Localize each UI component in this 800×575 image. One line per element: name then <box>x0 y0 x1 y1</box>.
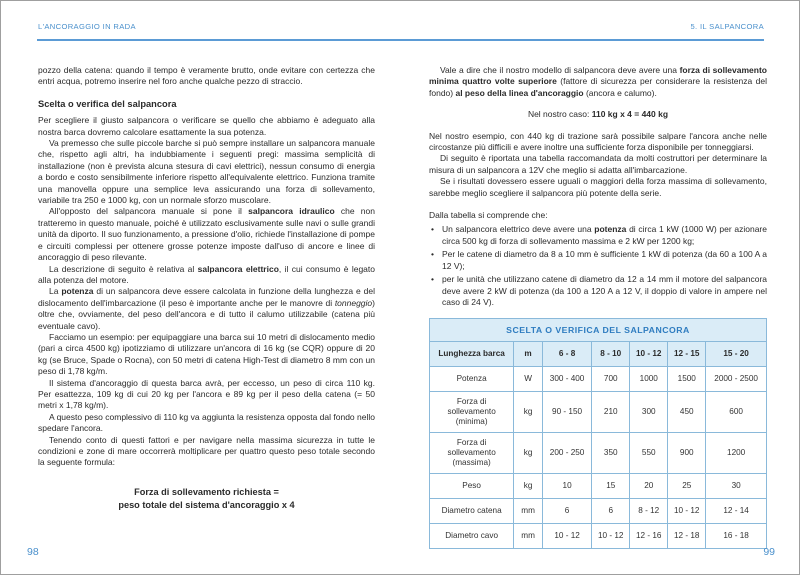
header-rule <box>37 39 764 41</box>
table-cell: 210 <box>592 392 630 433</box>
table-cell: Peso <box>430 474 514 499</box>
windlass-selection-table <box>429 318 767 549</box>
table-cell: 6 <box>542 499 591 524</box>
table-cell: 700 <box>592 367 630 392</box>
table-cell: 600 <box>706 392 767 433</box>
table-cell: 12 - 16 <box>630 524 668 549</box>
table-cell: 300 <box>630 392 668 433</box>
conclusions-bullet-list <box>429 224 767 308</box>
paragraph: Per scegliere il giusto salpancora o verificare se quello che abbiamo è adeguato alla nostra barca dovremo calcolare esattamente la sua potenza. <box>38 115 375 137</box>
running-header-left: L'ANCORAGGIO IN RADA <box>38 22 136 31</box>
page-number-left: 98 <box>27 546 39 558</box>
table-cell: Diametro cavo <box>430 524 514 549</box>
table-cell: 25 <box>668 474 706 499</box>
paragraph: Va premesso che sulle piccole barche si può sempre installare un salpancora manuale che, rispetto agli altri, ha indubbiamente i seguenti pregi: massima semplicità di installazione (non è prevista alcuna stesura di cavi elettrici), nessun consumo di energia a bordo e costo sensibilmente inferiore rispetto all'equivalente elettrico. Funziona tramite una manovella oppure una semplice leva assicurando una forza di sollevamento, variabile tra 250 e 1000 kg, con un normale sforzo muscolare. <box>38 138 375 206</box>
running-header-right: 5. IL SALPANCORA <box>690 22 764 31</box>
table-cell: 1200 <box>706 433 767 474</box>
table-cell: 10 <box>542 474 591 499</box>
table-cell: 15 <box>592 474 630 499</box>
table-cell: 12 - 14 <box>706 499 767 524</box>
left-page-column <box>38 65 375 512</box>
paragraph: Il sistema d'ancoraggio di questa barca avrà, per eccesso, un peso di circa 110 kg. Per esattezza, 109 kg di cui 20 kg per l'ancora e 89 kg per il peso della catena (= 50 metri x 1,78 kg/m). <box>38 377 375 411</box>
paragraph: La potenza di un salpancora deve essere calcolata in funzione della lunghezza e del dislocamento dell'imbarcazione (il peso è importante anche per le manovre di tonneggio) oltre che, ovviamente, del peso dell'ancora e di tutto il calumo utilizzabile (catena più eventuale cavo). <box>38 286 375 331</box>
paragraph: Facciamo un esempio: per equipaggiare una barca sui 10 metri di dislocamento medio (pari a circa 4500 kg) ipotizziamo di utilizzare un'ancora di 16 kg (se CQR) oppure di 20 kg (se Bruce, Spade o Rocna), con 50 metri di catena High-Test di diametro 8 mm con un peso di 1,78 kg/m. <box>38 331 375 377</box>
table-cell: Potenza <box>430 367 514 392</box>
right-paragraphs-after <box>429 131 767 222</box>
table-cell: 20 <box>630 474 668 499</box>
section-heading: Scelta o verifica del salpancora <box>38 98 177 109</box>
table-cell: 10 - 12 <box>592 524 630 549</box>
table-cell: 450 <box>668 392 706 433</box>
bullet-item <box>429 274 767 308</box>
paragraph: Dalla tabella si comprende che: <box>429 210 548 221</box>
table-cell: 1500 <box>668 367 706 392</box>
paragraph: Di seguito è riportata una tabella raccomandata da molti costruttori per determinare la misura di un salpancora a 12V che meglio si adatta all'imbarcazione. <box>429 153 767 175</box>
table-cell: 12 - 18 <box>668 524 706 549</box>
right-page-column <box>429 65 767 549</box>
table-row <box>430 474 767 499</box>
table-header-cell: 6 - 8 <box>542 342 591 367</box>
paragraph: Nel nostro esempio, con 440 kg di trazione sarà possibile salpare l'ancora anche nelle circostanze più difficili e avere inoltre una sufficiente forza disponibile per tonneggiarsi. <box>429 130 767 153</box>
paragraph: Vale a dire che il nostro modello di salpancora deve avere una forza di sollevamento minima quattro volte superiore (fattore di sicurezza per considerare la resistenza del fondo) al peso della linea d'ancoraggio (ancora e calumo). <box>429 65 767 98</box>
table-cell: 90 - 150 <box>542 392 591 433</box>
table-cell: Forza di sollevamento (minima) <box>430 392 514 433</box>
table-cell: 8 - 12 <box>630 499 668 524</box>
bullet-icon: • <box>431 249 434 260</box>
table-cell: kg <box>514 474 543 499</box>
table-header-cell: m <box>514 342 543 367</box>
table-cell: 300 - 400 <box>542 367 591 392</box>
bullet-item <box>429 249 767 272</box>
table-cell: 350 <box>592 433 630 474</box>
bullet-text: per le unità che utilizzano catene di diametro da 12 a 14 mm il motore del salpancora deve avere 2 kW di potenza (da 100 a 120 A a 12 V, il doppio di valore in ampere nel caso di 24 V). <box>442 274 767 307</box>
table-header-cell: 12 - 15 <box>668 342 706 367</box>
table-row <box>430 433 767 474</box>
table-cell: kg <box>514 433 543 474</box>
table-cell: 10 - 12 <box>668 499 706 524</box>
table-cell: 550 <box>630 433 668 474</box>
paragraph: All'opposto del salpancora manuale si pone il salpancora idraulico che non tratteremo in questo manuale, poiché è utilizzato esclusivamente sulle navi o sulle grandi unità da diporto. Il suo funzionamento, a pressione d'olio, richiede l'installazione di pompe e circuiti complessi per ottenere grosse potenze imposte dall'uso di ancore e linee di ancoraggio di peso rilevante. <box>38 206 375 263</box>
paragraph: La descrizione di seguito è relativa al salpancora elettrico, il cui consumo è legato alla potenza del motore. <box>38 263 375 285</box>
table-cell: 6 <box>592 499 630 524</box>
paragraph: Tenendo conto di questi fattori e per navigare nella massima sicurezza in tutte le condizioni e zone di mare occorrerà moltiplicare per quattro questo peso totale secondo la seguente formula: <box>38 434 375 468</box>
table-header-cell: 8 - 10 <box>592 342 630 367</box>
page-number-right: 99 <box>763 546 775 558</box>
formula-block <box>38 486 375 512</box>
bullet-icon: • <box>431 274 434 285</box>
table-cell: 10 - 12 <box>542 524 591 549</box>
table-row <box>430 392 767 433</box>
bullet-text: Per le catene di diametro da 8 a 10 mm è sufficiente 1 kW di potenza (da 60 a 100 A a 12 V); <box>442 249 767 271</box>
right-paragraphs-before <box>429 65 767 99</box>
table-header-cell: Lunghezza barca <box>430 342 514 367</box>
table-cell: 200 - 250 <box>542 433 591 474</box>
table-cell: kg <box>514 392 543 433</box>
bullet-icon: • <box>431 224 434 235</box>
table-cell: mm <box>514 524 543 549</box>
table-cell: 16 - 18 <box>706 524 767 549</box>
bullet-item <box>429 224 767 247</box>
table-cell: 2000 - 2500 <box>706 367 767 392</box>
left-body-paragraphs <box>38 115 375 469</box>
paragraph: Se i risultati dovessero essere uguali o maggiori della forza massima di sollevamento, sarebbe meglio scegliere il salpancora più potente della serie. <box>429 176 767 198</box>
table-cell: W <box>514 367 543 392</box>
table-cell: 1000 <box>630 367 668 392</box>
table-cell: Forza di sollevamento (massima) <box>430 433 514 474</box>
table-header-cell: 15 - 20 <box>706 342 767 367</box>
formula-line-2: peso totale del sistema d'ancoraggio x 4 <box>118 499 295 510</box>
intro-paragraph: pozzo della catena: quando il tempo è veramente brutto, onde evitare con certezza che entri acqua, potremo inserire nel foro anche qualche pezzo di straccio. <box>38 65 375 87</box>
table-cell: Diametro catena <box>430 499 514 524</box>
table-row <box>430 367 767 392</box>
formula-line-1: Forza di sollevamento richiesta = <box>134 486 279 497</box>
table-cell: 900 <box>668 433 706 474</box>
case-example-line: Nel nostro caso: 110 kg x 4 = 440 kg <box>527 109 669 120</box>
bullet-text: Un salpancora elettrico deve avere una potenza di circa 1 kW (1000 W) per azionare circa 500 kg di forza di sollevamento massima e 2 kW per 1200 kg; <box>442 224 767 246</box>
table-header-row <box>430 342 767 367</box>
table-cell: mm <box>514 499 543 524</box>
table-header-cell: 10 - 12 <box>630 342 668 367</box>
table-row <box>430 524 767 549</box>
table-title: SCELTA O VERIFICA DEL SALPANCORA <box>430 319 767 342</box>
table-row <box>430 499 767 524</box>
table-cell: 30 <box>706 474 767 499</box>
paragraph: A questo peso complessivo di 110 kg va aggiunta la resistenza opposta dal fondo nello spedare l'ancora. <box>38 411 375 434</box>
